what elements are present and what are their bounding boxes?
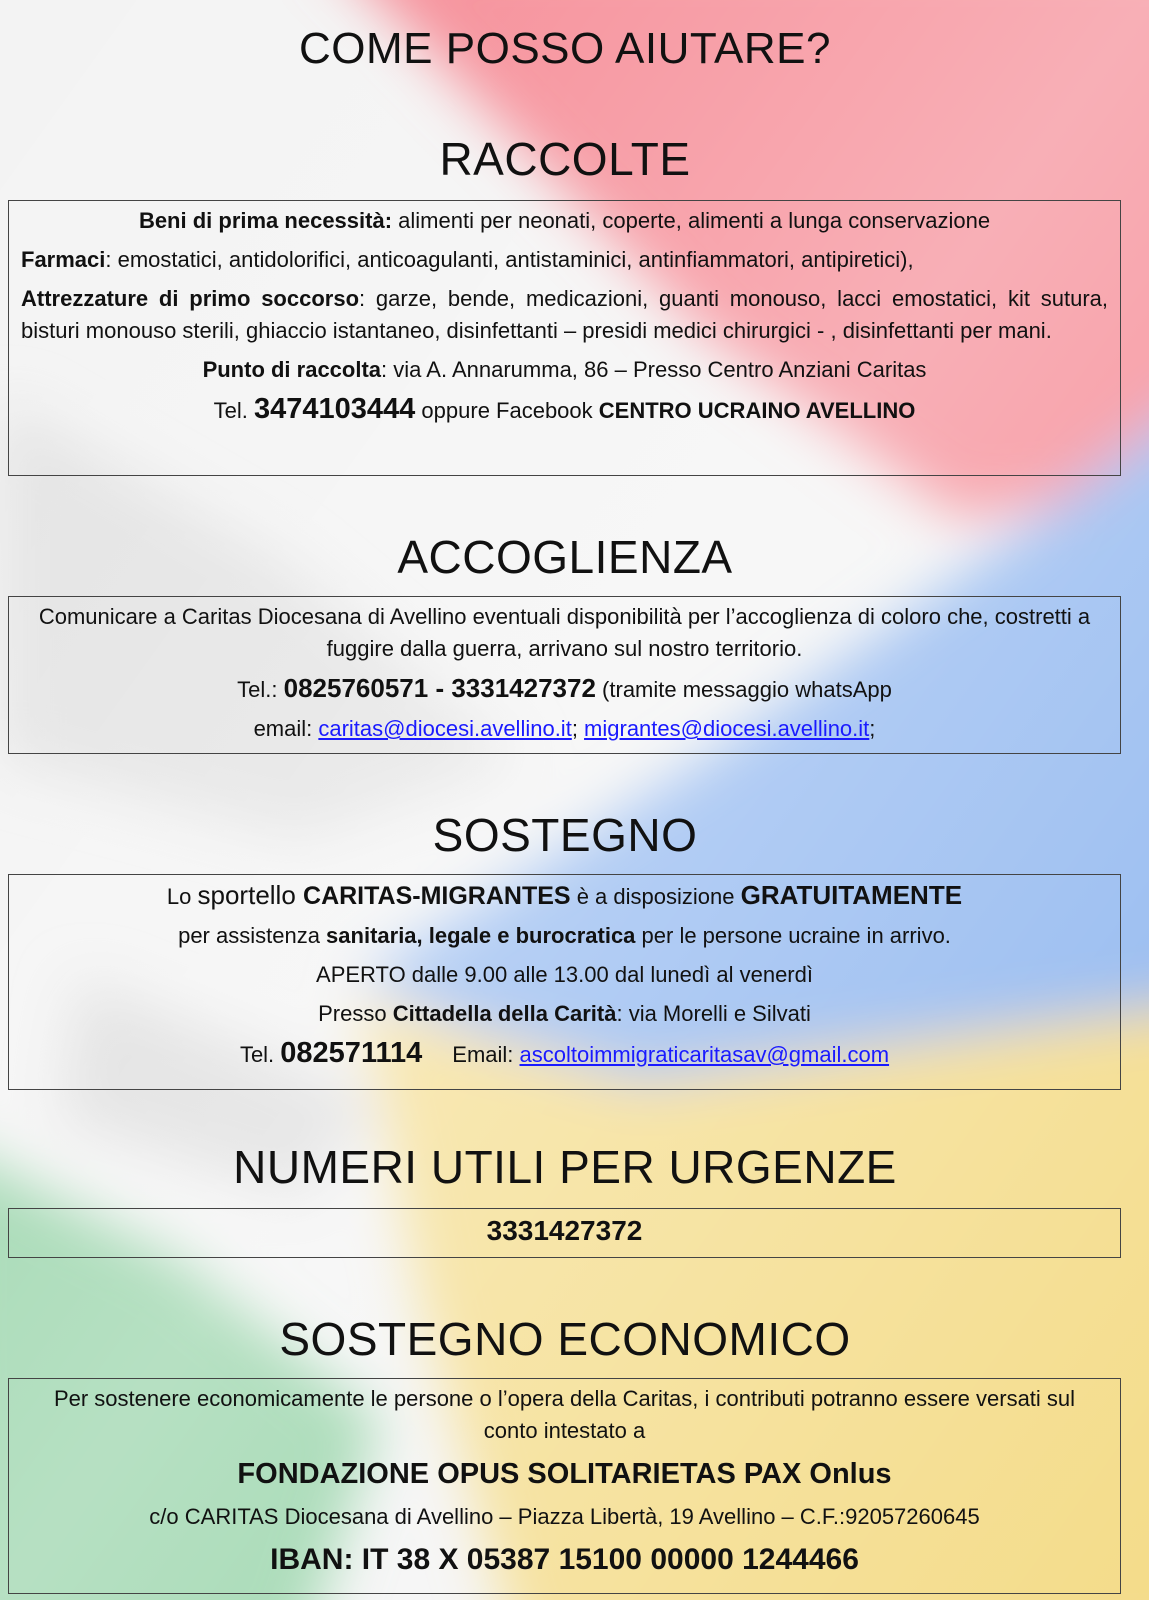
urgenze-box [8,1208,1121,1258]
email-end: ; [869,716,876,741]
tel-middle: oppure Facebook [415,398,599,423]
raccolte-box [8,200,1121,476]
opening-hours: APERTO dalle 9.00 alle 13.00 dal lunedì al venerdì [316,962,813,987]
raccolte-phone-number: 3474103444 [254,393,416,425]
assistenza-prefix: per assistenza [178,923,327,948]
sostegno-heading: SOSTEGNO [432,809,698,861]
sostegno-contact-line [21,1037,1108,1071]
attrezzature-label: Attrezzature di primo soccorso [21,286,360,311]
email-prefix: Email: [452,1042,520,1067]
punto-raccolta-line [21,354,1108,386]
accoglienza-text: Comunicare a Caritas Diocesana di Avellino eventuali disponibilità per l’accoglienza di coloro che, costretti a fuggire dalla guerra, arrivano sul nostro territorio. [38,604,1091,661]
farmaci-line [21,244,1108,276]
email-prefix: email: [253,716,319,741]
economico-heading: SOSTEGNO ECONOMICO [279,1313,851,1365]
email-separator: ; [571,716,585,741]
beni-label: Beni di prima necessità: [138,208,393,233]
sportello-disposizione: è a disposizione [570,884,741,909]
accoglienza-heading: ACCOGLIENZA [397,531,733,583]
sportello-line [21,879,1108,913]
migrantes-email-link[interactable]: migrantes@diocesi.avellino.it [584,716,870,741]
tel-suffix: (tramite messaggio whatsApp [595,677,892,702]
presso-prefix: Presso [318,1001,393,1026]
fondazione-address: c/o CARITAS Diocesana di Avellino – Piazza Libertà, 19 Avellino – C.F.:92057260645 [149,1504,980,1529]
gratuitamente-label: GRATUITAMENTE [740,880,963,910]
accoglienza-box [8,596,1121,754]
tel-prefix: Tel. [213,398,255,423]
beni-text: alimenti per neonati, coperte, alimenti a lunga conservazione [392,208,991,233]
cittadella-label: Cittadella della Carità [392,1001,617,1026]
tel-prefix: Tel.: [237,677,284,702]
urgent-phone-number: 3331427372 [486,1215,643,1246]
farmaci-text: : emostatici, antidolorifici, anticoagulanti, antistaminici, antinfiammatori, antipiretici), [105,247,914,272]
accoglienza-phone-numbers: 0825760571 - 3331427372 [283,673,596,703]
assistenza-types: sanitaria, legale e burocratica [326,923,636,948]
assistenza-line [21,920,1108,952]
accoglienza-email-line [21,713,1108,745]
facebook-page-name: CENTRO UCRAINO AVELLINO [598,398,916,423]
urgenze-heading: NUMERI UTILI PER URGENZE [233,1141,897,1193]
ascolto-email-link[interactable]: ascoltoimmigraticaritasav@gmail.com [519,1042,890,1067]
beni-line [21,205,1108,237]
attrezzature-line [21,283,1108,347]
accoglienza-tel-line [21,672,1108,706]
tel-prefix: Tel. [239,1042,281,1067]
sportello-word: sportello [197,880,304,910]
sostegno-box [8,874,1121,1090]
sostegno-phone-number: 082571114 [280,1037,423,1069]
assistenza-suffix: per le persone ucraine in arrivo. [635,923,951,948]
economico-text: Per sostenere economicamente le persone o l’opera della Caritas, i contributi potranno essere versati sul conto intestato a [53,1386,1076,1443]
raccolte-tel-line [21,393,1108,427]
caritas-migrantes-label: CARITAS-MIGRANTES [303,882,571,910]
economico-box [8,1378,1121,1594]
page-title: COME POSSO AIUTARE? [299,24,831,73]
presso-address: : via Morelli e Silvati [616,1001,811,1026]
attrezzature-text: : garze, bende, medicazioni, guanti monouso, lacci emostatici, kit sutura, bisturi monouso sterili, ghiaccio istantaneo, disinfettanti – presidi medici chirurgici - , disinfettanti per mani. [21,286,1108,343]
caritas-email-link[interactable]: caritas@diocesi.avellino.it [318,716,572,741]
fondazione-name: FONDAZIONE OPUS SOLITARIETAS PAX Onlus [237,1458,892,1490]
punto-label: Punto di raccolta [202,357,382,382]
punto-text: : via A. Annarumma, 86 – Presso Centro Anziani Caritas [381,357,927,382]
presso-line [21,998,1108,1030]
raccolte-heading: RACCOLTE [439,133,691,185]
sportello-lo: Lo [166,884,198,909]
farmaci-label: Farmaci [21,247,106,272]
iban-code: IBAN: IT 38 X 05387 15100 00000 1244466 [270,1543,859,1576]
